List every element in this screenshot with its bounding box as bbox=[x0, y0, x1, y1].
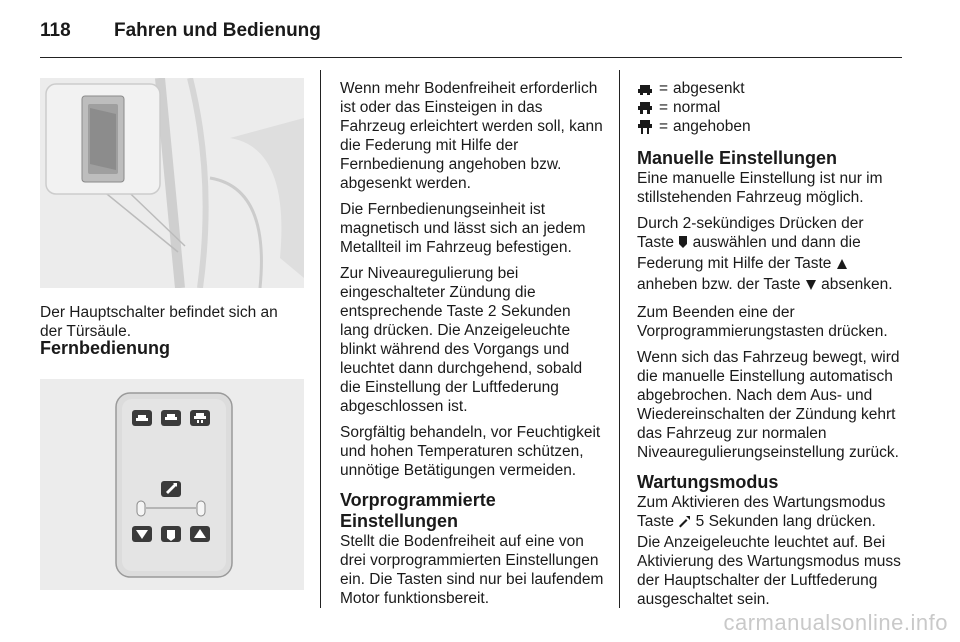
column-divider-right bbox=[619, 70, 620, 608]
triangle-down-icon bbox=[805, 277, 817, 296]
legend-row-raised: = angehoben bbox=[637, 117, 903, 136]
column-middle bbox=[340, 79, 604, 615]
paragraph-maintenance: Zum Aktivieren des Wartungsmodus Taste 5 Sekunden lang drücken. Die Anzeigeleuchte leuchtet auf. Bei Aktivierung des Wartungsmodus muss der Hauptschalter der Luftfederung ausgeschaltet sein. bbox=[637, 494, 901, 608]
paragraph-care: Sorgfältig behandeln, vor Feuchtigkeit und hohen Temperaturen schützen, unnötige Betätigungen vermeiden. bbox=[340, 424, 601, 479]
remote-control-illustration bbox=[40, 379, 304, 590]
paragraph-auto-cancel: Wenn sich das Fahrzeug bewegt, wird die manuelle Einstellung automatisch abgebrochen. Nach dem Aus- und Wiedereinschalten der Zündung kehrt das Fahrzeug zur normalen Niveauregulierungseinstellung zurück. bbox=[637, 349, 900, 461]
legend-row-lowered: = abgesenkt bbox=[637, 79, 903, 98]
column-divider-left bbox=[320, 70, 321, 608]
car-raised-icon bbox=[637, 120, 659, 134]
column-right bbox=[637, 79, 903, 616]
select-key-icon bbox=[678, 235, 688, 254]
paragraph-exit: Zum Beenden eine der Vorprogrammierungstasten drücken. bbox=[637, 304, 888, 340]
legend-row-normal: = normal bbox=[637, 98, 903, 117]
paragraph-intro: Wenn mehr Bodenfreiheit erforderlich ist oder das Einsteigen in das Fahrzeug erleichtert werden soll, kann die Federung mit Hilfe der Fernbedienung angehoben bzw. abgesenkt werden. bbox=[340, 80, 603, 192]
paragraph-magnetic: Die Fernbedienungseinheit ist magnetisch und lässt sich an jedem Metallteil im Fahrzeug befestigen. bbox=[340, 201, 586, 256]
heading-fernbedienung: Fernbedienung bbox=[40, 338, 170, 358]
paragraph-manual-procedure: Durch 2-sekündiges Drücken der Taste auswählen und dann die Federung mit Hilfe der Taste anheben bzw. der Taste absenken. bbox=[637, 214, 903, 296]
heading-manual: Manuelle Einstellungen bbox=[637, 148, 838, 168]
paragraph-leveling: Zur Niveauregulierung bei eingeschalteter Zündung die entsprechende Taste 2 Sekunden lang drücken. Die Anzeigeleuchte blinkt während des Vorgangs und leuchtet dann durchgehend, sobald die Einstellung der Luftfederung abgeschlossen ist. bbox=[340, 265, 583, 415]
car-normal-icon bbox=[637, 101, 659, 114]
wrench-icon bbox=[678, 514, 691, 533]
legend-label-lowered: abgesenkt bbox=[673, 80, 745, 97]
paragraph-manual-only: Eine manuelle Einstellung ist nur im stillstehenden Fahrzeug möglich. bbox=[637, 170, 883, 206]
page-title: Fahren und Bedienung bbox=[114, 20, 321, 41]
header-rule bbox=[40, 57, 902, 58]
heading-preprogrammed: Vorprogrammierte Einstellungen bbox=[340, 490, 496, 531]
paragraph-preprogrammed: Stellt die Bodenfreiheit auf eine von drei vorprogrammierten Einstellungen ein. Die Tasten sind nur bei laufendem Motor funktionsbereit. bbox=[340, 533, 604, 607]
page-header bbox=[40, 20, 321, 42]
triangle-up-icon bbox=[836, 256, 848, 275]
main-switch-illustration bbox=[40, 78, 304, 288]
legend-label-raised: angehoben bbox=[673, 118, 751, 135]
legend-label-normal: normal bbox=[673, 99, 721, 116]
page-number: 118 bbox=[40, 20, 71, 41]
car-lowered-icon bbox=[637, 83, 659, 95]
watermark: carmanualsonline.info bbox=[723, 610, 948, 635]
heading-maintenance: Wartungsmodus bbox=[637, 472, 779, 492]
switch-caption: Der Hauptschalter befindet sich an der Türsäule. bbox=[40, 304, 278, 340]
